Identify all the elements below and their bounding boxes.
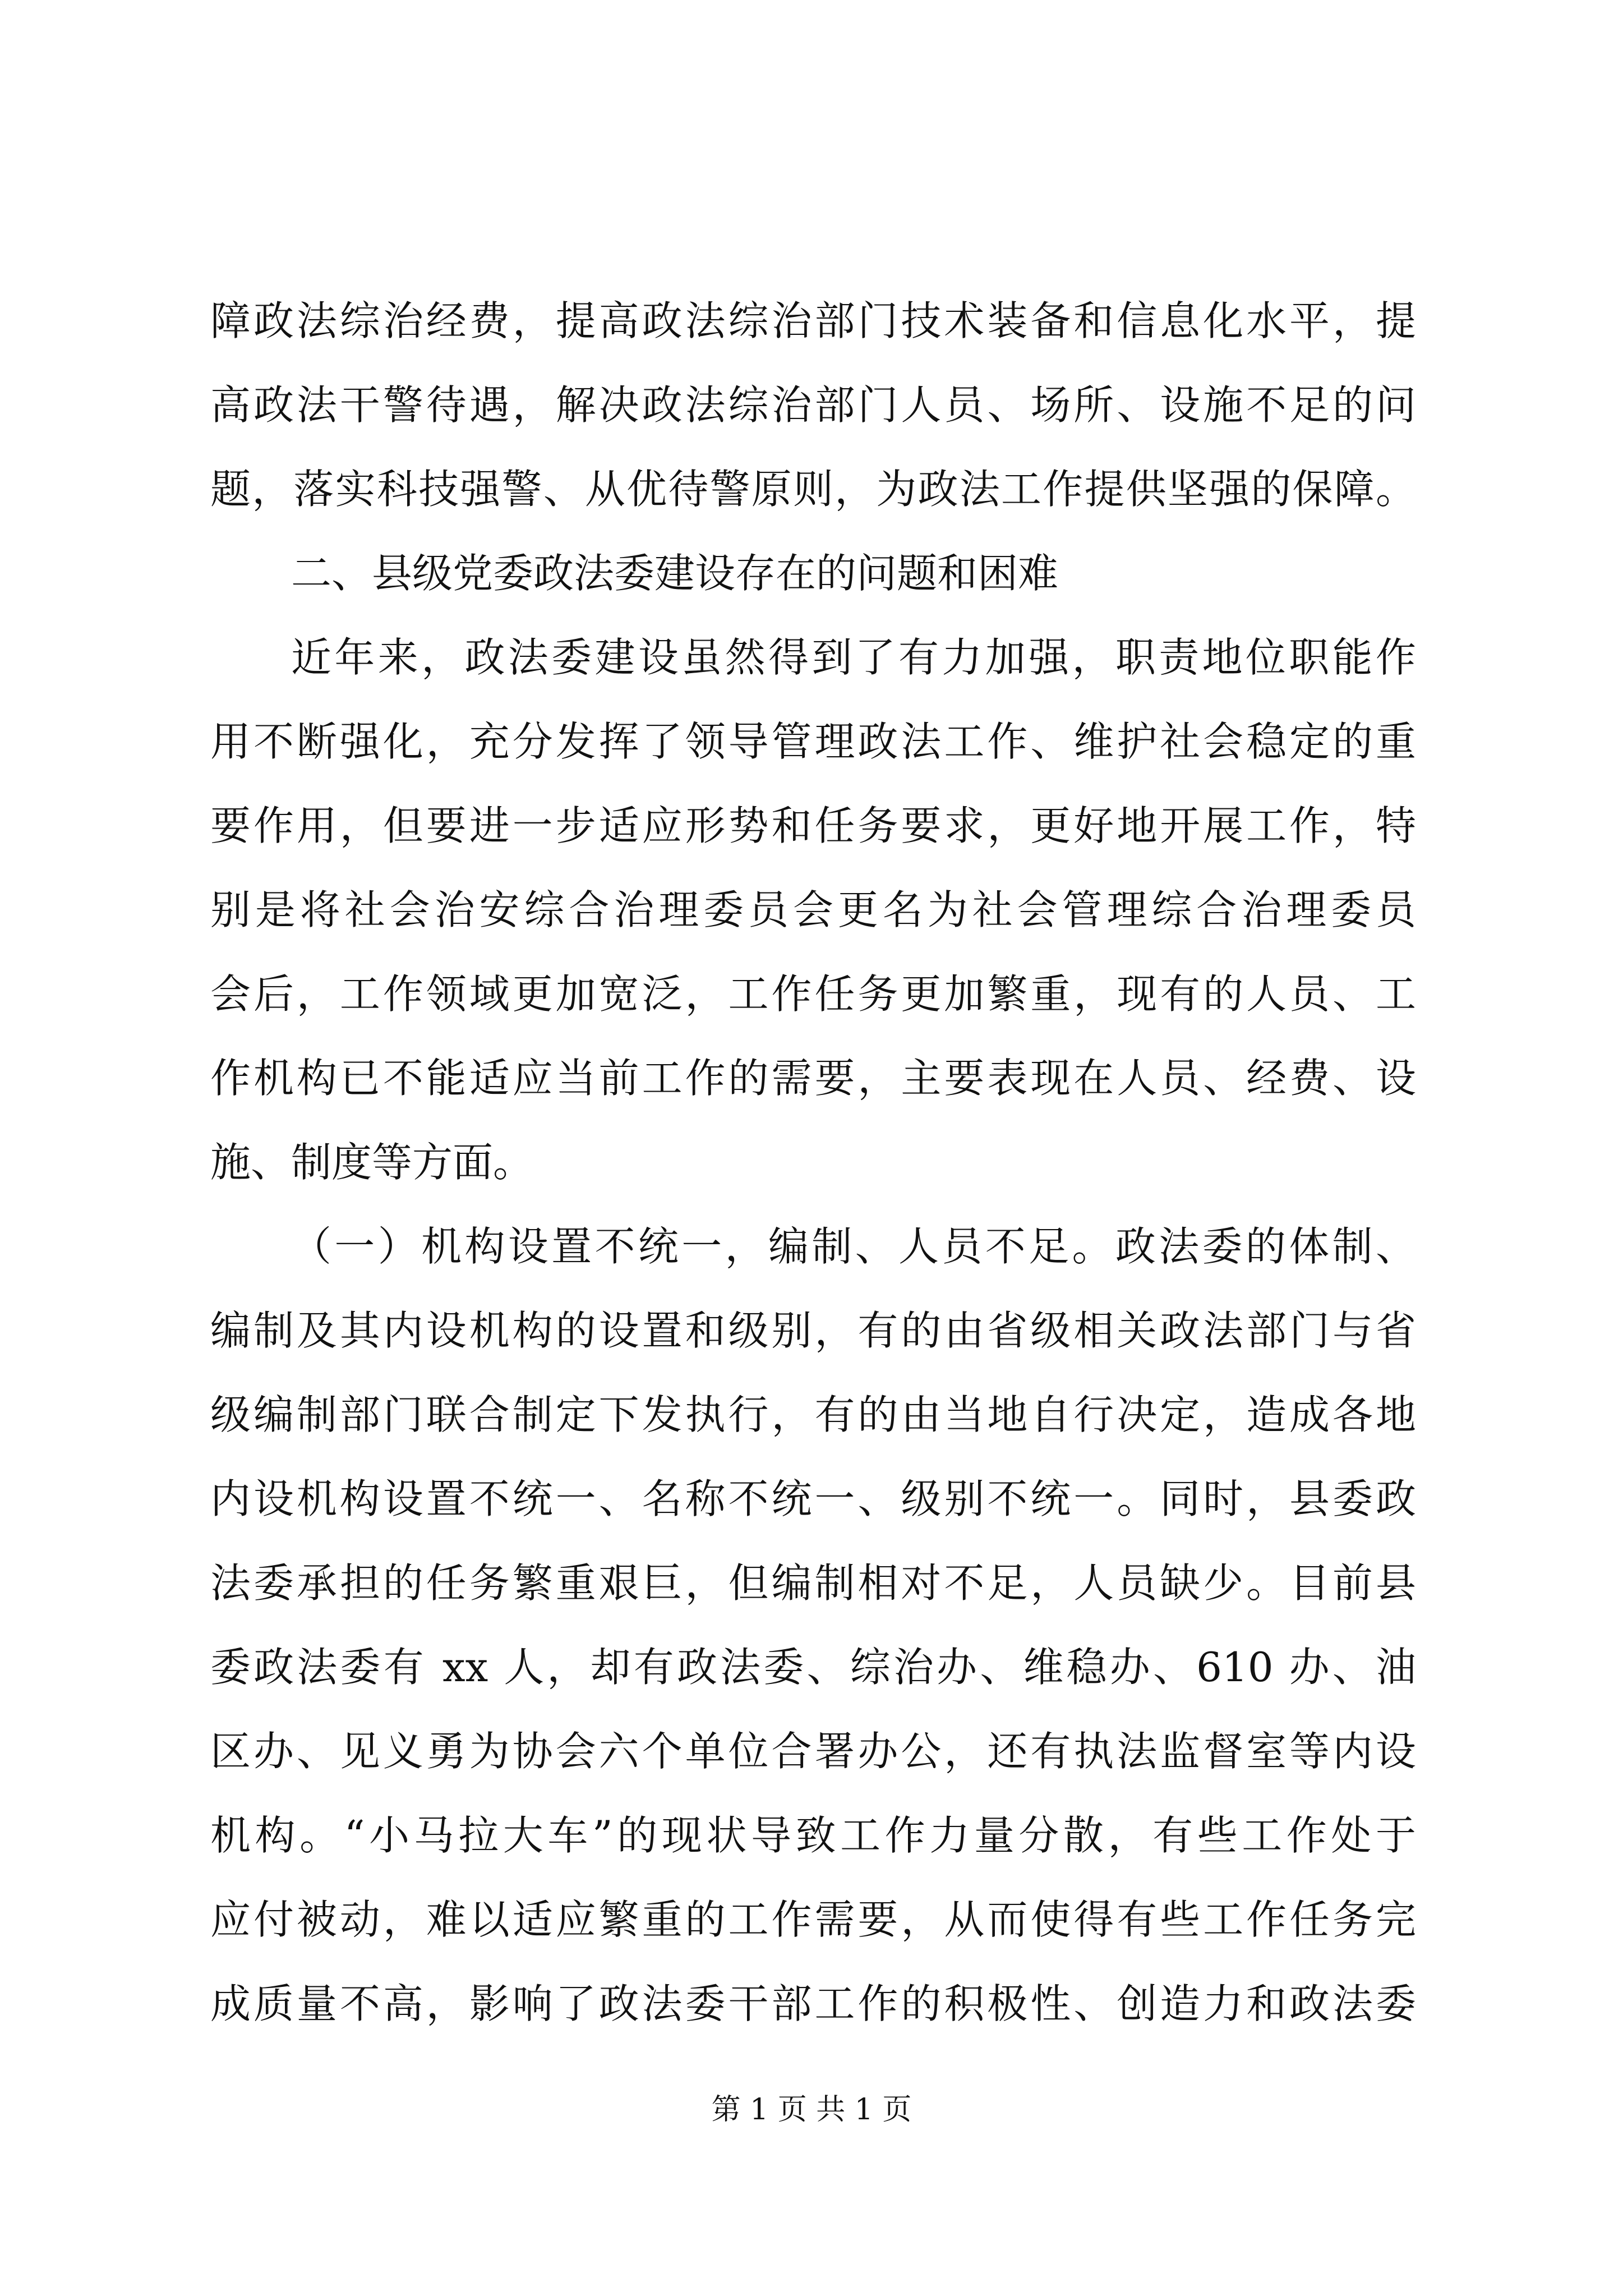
body-line-2: 高政法干警待遇，解决政法综治部门人员、场所、设施不足的问	[210, 381, 1416, 429]
document-body	[210, 292, 1416, 2059]
body-line-1: 障政法综治经费，提高政法综治部门技术装备和信息化水平，提	[210, 297, 1416, 344]
page-number-label: 第 1 页 共 1 页	[711, 2093, 912, 2127]
body-line-20: 应付被动，难以适应繁重的工作需要，从而使得有些工作任务完	[210, 1896, 1416, 1943]
body-line-15: 内设机构设置不统一、名称不统一、级别不统一。同时，县委政	[210, 1475, 1416, 1522]
body-line-6: 用不断强化，充分发挥了领导管理政法工作、维护社会稳定的重	[210, 718, 1416, 765]
page-footer	[0, 2093, 1623, 2127]
body-line-18: 区办、见义勇为协会六个单位合署办公，还有执法监督室等内设	[210, 1728, 1416, 1775]
body-line-17: 委政法委有 xx 人，却有政法委、综治办、维稳办、610 办、油	[210, 1644, 1416, 1691]
body-line-5: 近年来，政法委建设虽然得到了有力加强，职责地位职能作	[291, 634, 1416, 681]
body-line-14: 级编制部门联合制定下发执行，有的由当地自行决定，造成各地	[210, 1391, 1416, 1438]
body-line-16: 法委承担的任务繁重艰巨，但编制相对不足，人员缺少。目前县	[210, 1559, 1416, 1607]
body-line-13: 编制及其内设机构的设置和级别，有的由省级相关政法部门与省	[210, 1307, 1416, 1354]
body-line-8: 别是将社会治安综合治理委员会更名为社会管理综合治理委员	[210, 886, 1416, 933]
body-line-21: 成质量不高，影响了政法委干部工作的积极性、创造力和政法委	[210, 1980, 1416, 2027]
body-line-3: 题，落实科技强警、从优待警原则，为政法工作提供坚强的保障。	[210, 466, 1416, 513]
body-line-7: 要作用，但要进一步适应形势和任务要求，更好地开展工作，特	[210, 802, 1416, 849]
section-heading: 二、县级党委政法委建设存在的问题和困难	[291, 550, 1059, 597]
body-line-9: 会后，工作领域更加宽泛，工作任务更加繁重，现有的人员、工	[210, 970, 1416, 1018]
body-line-11: 施、制度等方面。	[210, 1139, 534, 1186]
body-line-19: 机构。“小马拉大车”的现状导致工作力量分散，有些工作处于	[210, 1812, 1416, 1859]
body-line-10: 作机构已不能适应当前工作的需要，主要表现在人员、经费、设	[210, 1055, 1416, 1102]
subsection-heading: （一）机构设置不统一，编制、人员不足。政法委的体制、	[291, 1223, 1416, 1270]
